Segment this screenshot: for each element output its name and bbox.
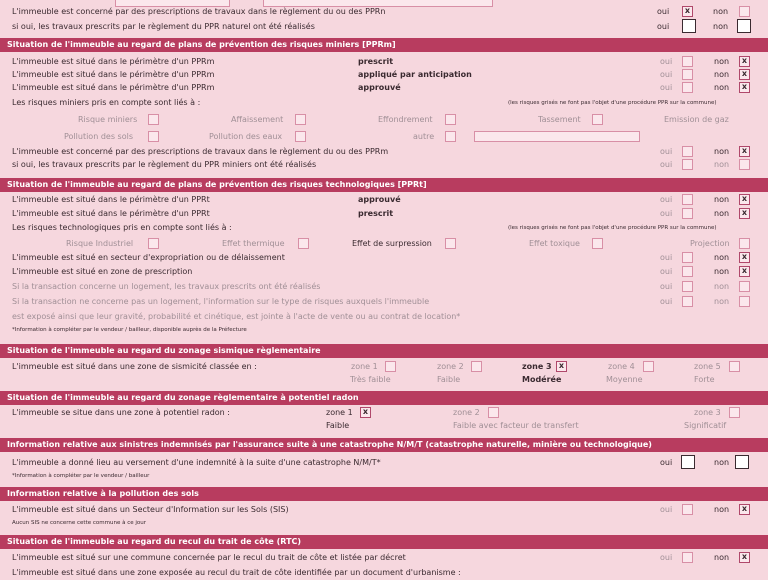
note: (les risques grisés ne font pas l'objet d'une procédure PPR sur la commune)	[508, 100, 717, 106]
oui-checkbox[interactable]	[682, 266, 693, 277]
oui-label: oui	[660, 267, 673, 276]
label: L'immeuble est situé dans le périmètre d'un PPRm	[12, 70, 215, 79]
zone-5-checkbox[interactable]	[729, 361, 740, 372]
pprm-risques-label-row	[0, 96, 768, 110]
rtc-decret-row	[0, 551, 768, 565]
risk-label: Tassement	[538, 115, 581, 124]
risk-label: Effet de surpression	[352, 239, 432, 248]
section-header-catastrophe: Information relative aux sinistres indemnisés par l'assurance suite à une catastrophe N/M/T (catastrophe naturelle, minière ou technologique)	[0, 438, 768, 452]
non-checkbox[interactable]: x	[739, 82, 750, 93]
risk-label: autre	[413, 132, 435, 141]
oui-label: oui	[657, 7, 670, 16]
oui-checkbox[interactable]	[682, 252, 693, 263]
label: est exposé ainsi que leur gravité, probabilité et cinétique, est jointe à l'acte de vente ou au contrat de location*	[12, 312, 461, 321]
oui-label: oui	[660, 253, 673, 262]
non-label: non	[714, 253, 730, 262]
pprt-risques-label-row	[0, 221, 768, 235]
oui-checkbox[interactable]	[682, 19, 696, 33]
zone-label: zone 5	[694, 362, 721, 371]
sismique-levels-row	[0, 373, 768, 387]
non-label: non	[714, 70, 730, 79]
non-label: non	[713, 7, 729, 16]
radon-zone-2-checkbox[interactable]	[488, 407, 499, 418]
sismique-zones-row	[0, 360, 768, 374]
pprm-row-anticipation	[0, 68, 768, 82]
pprm-row-prescrit	[0, 55, 768, 69]
non-checkbox[interactable]: x	[739, 552, 750, 563]
pprm-travaux-row	[0, 158, 768, 172]
risk-label: Projection	[690, 239, 730, 248]
risk-label: Pollution des sols	[64, 132, 133, 141]
pprt-logement-row	[0, 280, 768, 294]
section-header-rtc: Situation de l'immeuble au regard du recul du trait de côte (RTC)	[0, 535, 768, 549]
oui-checkbox[interactable]	[682, 82, 693, 93]
risk-label: Affaissement	[231, 115, 284, 124]
pprt-non-logement-row-2	[0, 310, 768, 324]
non-checkbox[interactable]	[737, 19, 751, 33]
level-label: Moyenne	[606, 375, 643, 384]
zone-label: zone 1	[326, 408, 353, 417]
non-label: non	[714, 209, 730, 218]
label: Les risques miniers pris en compte sont liés à :	[12, 98, 201, 107]
label: L'immeuble est concerné par des prescriptions de travaux dans le règlement du ou des PPRn	[12, 7, 386, 16]
section-header-radon: Situation de l'immeuble au regard du zonage règlementaire à potentiel radon	[0, 391, 768, 405]
pprn-travaux-row	[0, 20, 768, 34]
oui-checkbox[interactable]	[682, 69, 693, 80]
section-header-pprm: Situation de l'immeuble au regard de plans de prévention des risques miniers [PPRm]	[0, 38, 768, 52]
label: Les risques technologiques pris en compte sont liés à :	[12, 223, 232, 232]
risk-label: Risque Industriel	[66, 239, 134, 248]
level-label: Très faible	[350, 375, 391, 384]
level-label: Faible	[326, 421, 350, 430]
zone-label: zone 3	[694, 408, 721, 417]
zone-label: zone 4	[608, 362, 635, 371]
status-label: prescrit	[358, 57, 394, 66]
non-checkbox[interactable]: x	[739, 194, 750, 205]
sols-sis-row	[0, 503, 768, 517]
non-checkbox[interactable]	[735, 455, 749, 469]
label: L'immeuble est situé dans une zone de sismicité classée en :	[12, 362, 257, 371]
label: L'immeuble est situé en secteur d'expropriation ou de délaissement	[12, 253, 285, 262]
oui-checkbox[interactable]	[682, 56, 693, 67]
oui-label: oui	[660, 209, 673, 218]
non-checkbox[interactable]: x	[739, 146, 750, 157]
non-checkbox[interactable]: x	[739, 56, 750, 67]
status-label: prescrit	[358, 209, 394, 218]
non-checkbox[interactable]: x	[739, 252, 750, 263]
risk-label: Emission de gaz	[664, 115, 729, 124]
radon-levels-row	[0, 419, 768, 433]
status-label: appliqué par anticipation	[358, 70, 472, 79]
risk-checkbox[interactable]	[148, 114, 159, 125]
risk-checkbox[interactable]	[592, 238, 603, 249]
level-label: Significatif	[684, 421, 727, 430]
zone-label: zone 3	[522, 362, 552, 371]
zone-label: zone 1	[351, 362, 378, 371]
non-label: non	[714, 195, 730, 204]
autre-text-field[interactable]	[474, 131, 640, 142]
level-label: Faible avec facteur de transfert	[453, 421, 579, 430]
zone-label: zone 2	[437, 362, 464, 371]
risk-checkbox[interactable]	[445, 114, 456, 125]
risk-checkbox[interactable]	[592, 114, 603, 125]
oui-checkbox[interactable]	[682, 208, 693, 219]
oui-label: oui	[660, 70, 673, 79]
label: L'immeuble est situé dans un Secteur d'Information sur les Sols (SIS)	[12, 505, 289, 514]
non-label: non	[714, 147, 730, 156]
section-header-sismique: Situation de l'immeuble au regard du zonage sismique règlementaire	[0, 344, 768, 358]
oui-label: oui	[660, 458, 673, 467]
risk-checkbox[interactable]	[445, 131, 456, 142]
non-label: non	[713, 22, 729, 31]
oui-label: oui	[660, 195, 673, 204]
label: L'immeuble est situé dans le périmètre d'un PPRm	[12, 57, 215, 66]
oui-label: oui	[657, 22, 670, 31]
oui-checkbox[interactable]: x	[682, 6, 693, 17]
level-label: Forte	[694, 375, 715, 384]
pprt-footnote-row	[0, 323, 768, 337]
oui-label: oui	[660, 553, 673, 562]
footnote: Aucun SIS ne concerne cette commune à ce jour	[12, 520, 147, 526]
risk-checkbox[interactable]	[148, 131, 159, 142]
oui-label: oui	[660, 160, 673, 169]
note: (les risques grisés ne font pas l'objet d'une procédure PPR sur la commune)	[508, 225, 717, 231]
oui-label: oui	[660, 297, 673, 306]
footnote: *Information à compléter par le vendeur / bailleur, disponible auprès de la Préfecture	[12, 327, 247, 333]
label: L'immeuble se situe dans une zone à potentiel radon :	[12, 408, 230, 417]
oui-label: oui	[660, 57, 673, 66]
status-label: approuvé	[358, 83, 401, 92]
risk-label: Effet thermique	[222, 239, 285, 248]
pprt-risques-row	[0, 237, 768, 251]
label: L'immeuble est situé dans le périmètre d'un PPRm	[12, 83, 215, 92]
oui-checkbox[interactable]	[682, 504, 693, 515]
non-label: non	[714, 505, 730, 514]
oui-label: oui	[660, 83, 673, 92]
non-checkbox[interactable]: x	[739, 266, 750, 277]
rtc-urbanisme-row	[0, 566, 768, 580]
oui-checkbox[interactable]	[682, 281, 693, 292]
pprt-non-logement-row	[0, 295, 768, 309]
oui-checkbox[interactable]	[682, 146, 693, 157]
non-label: non	[714, 297, 730, 306]
non-label: non	[714, 282, 730, 291]
zone-2-checkbox[interactable]	[471, 361, 482, 372]
risk-checkbox[interactable]	[445, 238, 456, 249]
label: Si la transaction ne concerne pas un logement, l'information sur le type de risques auxquels l'immeuble	[12, 297, 430, 306]
risk-label: Pollution des eaux	[209, 132, 283, 141]
pprt-zone-prescription-row	[0, 265, 768, 279]
oui-checkbox[interactable]	[682, 296, 693, 307]
pprm-risques-row2	[0, 130, 768, 144]
label: si oui, les travaux prescrits par le règlement du PPR naturel ont été réalisés	[12, 22, 315, 31]
oui-label: oui	[660, 282, 673, 291]
label: Si la transaction concerne un logement, les travaux prescrits ont été réalisés	[12, 282, 321, 291]
risk-label: Risque miniers	[78, 115, 138, 124]
non-checkbox[interactable]	[739, 6, 750, 17]
non-label: non	[714, 553, 730, 562]
label: si oui, les travaux prescrits par le règlement du PPR miniers ont été réalisés	[12, 160, 317, 169]
pprm-risques-row1	[0, 113, 768, 127]
pprt-row-approuve	[0, 193, 768, 207]
zone-label: zone 2	[453, 408, 480, 417]
oui-checkbox[interactable]	[682, 552, 693, 563]
level-label: Modérée	[522, 375, 562, 384]
non-checkbox[interactable]	[739, 159, 750, 170]
pprt-exprop-row	[0, 251, 768, 265]
risk-label: Effet toxique	[529, 239, 580, 248]
section-header-sols: Information relative à la pollution des sols	[0, 487, 768, 501]
oui-label: oui	[660, 505, 673, 514]
zone-1-checkbox[interactable]	[385, 361, 396, 372]
label: L'immeuble est situé en zone de prescription	[12, 267, 193, 276]
non-label: non	[714, 458, 730, 467]
non-checkbox[interactable]: x	[739, 69, 750, 80]
pprn-prescriptions-row	[0, 5, 768, 19]
non-label: non	[714, 160, 730, 169]
non-label: non	[714, 267, 730, 276]
pprm-row-approuve	[0, 81, 768, 95]
oui-label: oui	[660, 147, 673, 156]
radon-zone-3-checkbox[interactable]	[729, 407, 740, 418]
risk-checkbox[interactable]	[295, 131, 306, 142]
oui-checkbox[interactable]	[681, 455, 695, 469]
label: L'immeuble a donné lieu au versement d'une indemnité à la suite d'une catastrophe N/M/T*	[12, 458, 381, 467]
status-label: approuvé	[358, 195, 401, 204]
risk-checkbox[interactable]	[148, 238, 159, 249]
footnote: *Information à compléter par le vendeur / bailleur	[12, 473, 150, 479]
label: L'immeuble est situé sur une commune concernée par le recul du trait de côte et listée par décret	[12, 553, 406, 562]
catastrophe-footnote-row	[0, 469, 768, 483]
risk-checkbox[interactable]	[295, 114, 306, 125]
label: L'immeuble est situé dans le périmètre d'un PPRt	[12, 209, 210, 218]
section-header-pprt: Situation de l'immeuble au regard de plans de prévention des risques technologiques [PPRt]	[0, 178, 768, 192]
pprt-row-prescrit	[0, 207, 768, 221]
radon-zones-row	[0, 406, 768, 420]
zone-3-checkbox[interactable]: x	[556, 361, 567, 372]
non-checkbox[interactable]	[739, 296, 750, 307]
label: L'immeuble est situé dans le périmètre d'un PPRt	[12, 195, 210, 204]
pprm-prescriptions-row	[0, 145, 768, 159]
zone-4-checkbox[interactable]	[643, 361, 654, 372]
oui-checkbox[interactable]	[682, 194, 693, 205]
non-checkbox[interactable]: x	[739, 208, 750, 219]
catastrophe-row	[0, 456, 768, 470]
radon-zone-1-checkbox[interactable]: x	[360, 407, 371, 418]
label: L'immeuble est situé dans une zone exposée au recul du trait de côte identifiée par un document d'urbanisme :	[12, 568, 461, 577]
oui-checkbox[interactable]	[682, 159, 693, 170]
risk-label: Effondrement	[378, 115, 433, 124]
non-checkbox[interactable]	[739, 281, 750, 292]
risk-checkbox[interactable]	[739, 238, 750, 249]
level-label: Faible	[437, 375, 461, 384]
risk-checkbox[interactable]	[298, 238, 309, 249]
sols-footnote-row	[0, 516, 768, 530]
non-label: non	[714, 83, 730, 92]
non-label: non	[714, 57, 730, 66]
label: L'immeuble est concerné par des prescriptions de travaux dans le règlement du ou des PPRm	[12, 147, 389, 156]
non-checkbox[interactable]: x	[739, 504, 750, 515]
